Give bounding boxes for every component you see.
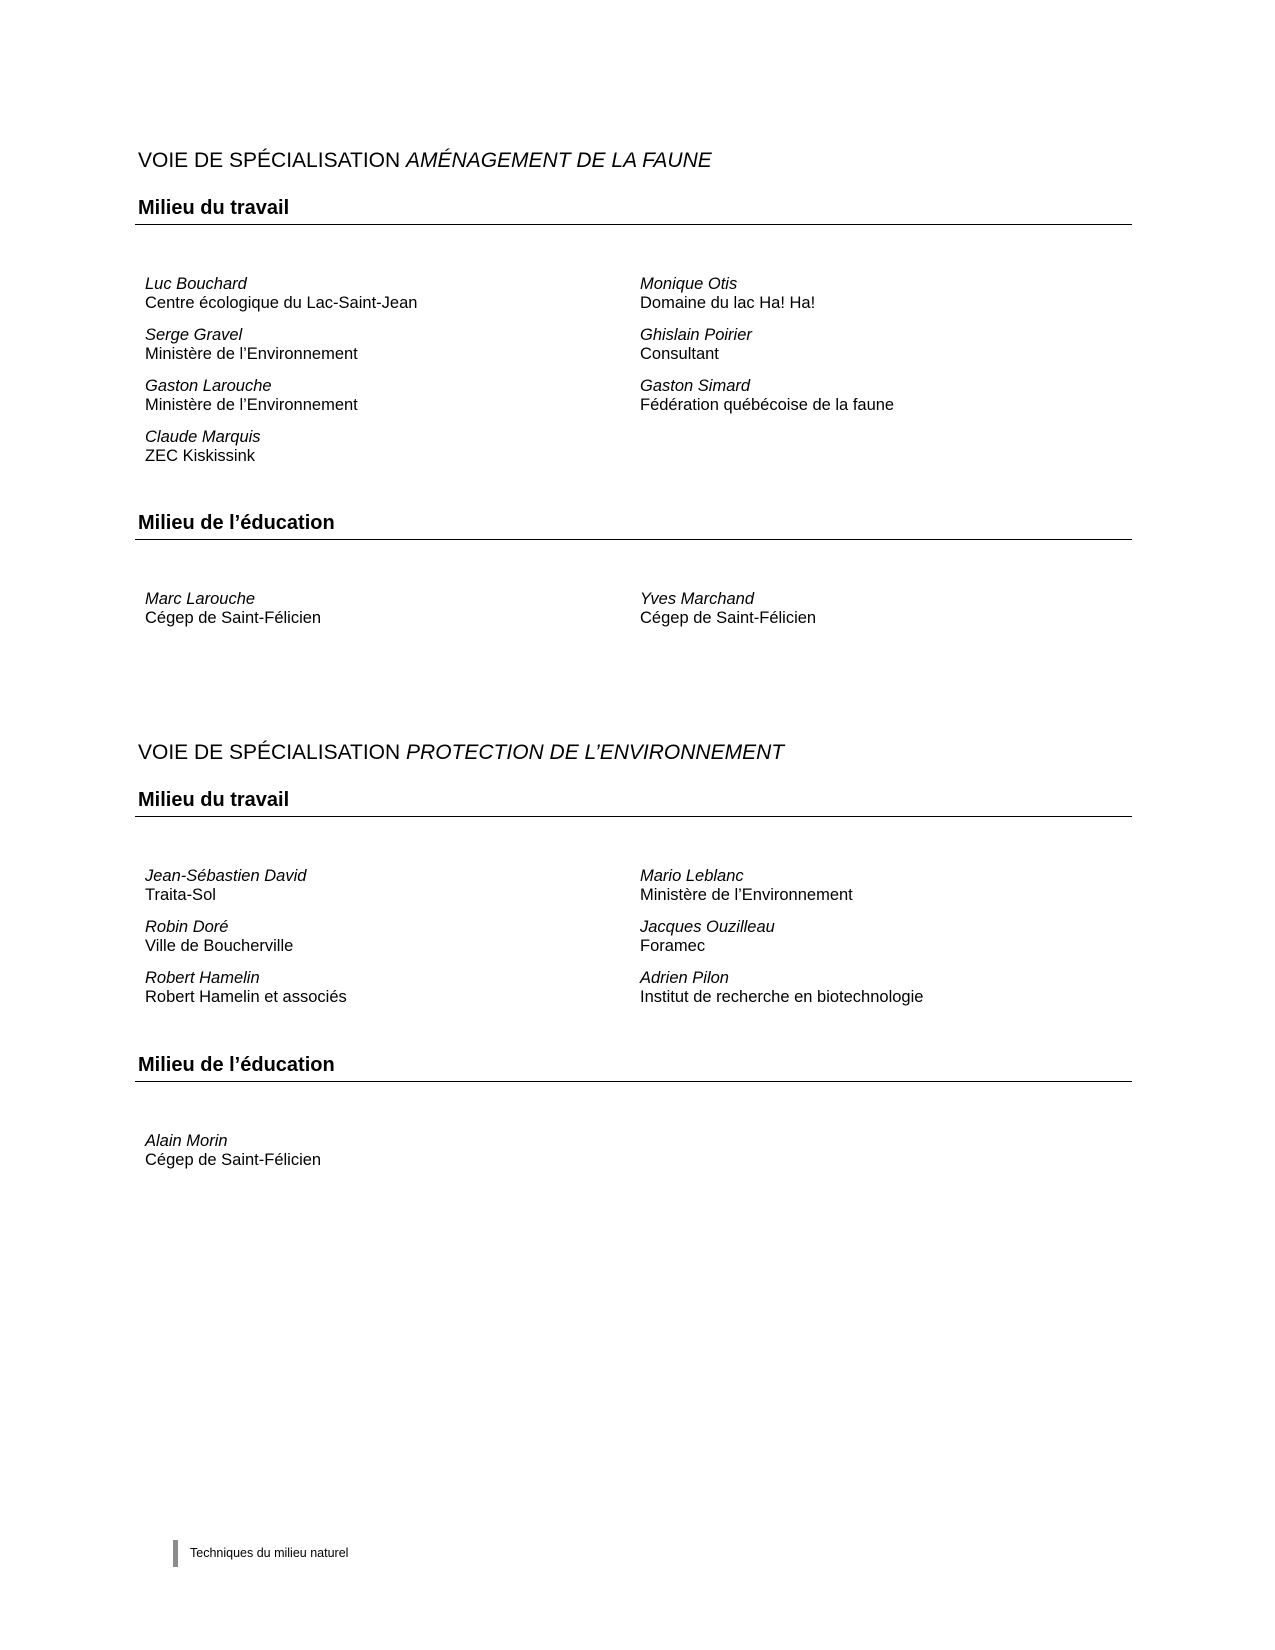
person-name: Yves Marchand (640, 590, 755, 608)
person-organization: Fédération québécoise de la faune (640, 396, 895, 414)
person-organization: Ministère de l’Environnement (145, 396, 358, 414)
person-entry (145, 867, 605, 905)
voie-name: PROTECTION DE L’ENVIRONNEMENT (406, 741, 785, 764)
person-name: Luc Bouchard (145, 275, 247, 293)
person-organization: Traita-Sol (145, 886, 216, 904)
person-entry (145, 1132, 605, 1170)
person-entry (145, 428, 605, 466)
divider (135, 816, 1132, 817)
person-organization: Ministère de l’Environnement (640, 886, 853, 904)
person-entry (640, 326, 1100, 364)
person-name: Alain Morin (145, 1132, 228, 1150)
person-entry (145, 590, 605, 628)
person-entry (640, 867, 1100, 905)
person-organization: ZEC Kiskissink (145, 447, 256, 465)
person-name: Adrien Pilon (640, 969, 729, 987)
person-organization: Cégep de Saint-Félicien (640, 609, 817, 627)
travail-left-column (145, 275, 605, 479)
person-entry (145, 326, 605, 364)
person-entry (640, 969, 1100, 1007)
voie-heading-environnement: VOIE DE SPÉCIALISATION PROTECTION DE L’ENVIRONNEMENT (138, 741, 785, 764)
person-entry (640, 377, 1100, 415)
person-name: Robin Doré (145, 918, 229, 936)
travail-left-column (145, 867, 605, 1020)
person-organization: Foramec (640, 937, 706, 955)
person-name: Gaston Larouche (145, 377, 272, 395)
travail-heading-faune: Milieu du travail (138, 197, 290, 219)
footer-bar (173, 1540, 178, 1567)
divider (135, 1081, 1132, 1082)
person-name: Gaston Simard (640, 377, 751, 395)
education-left-column (145, 1132, 605, 1183)
person-name: Robert Hamelin (145, 969, 260, 987)
person-organization: Ministère de l’Environnement (145, 345, 358, 363)
person-organization: Cégep de Saint-Félicien (145, 609, 322, 627)
voie-name: AMÉNAGEMENT DE LA FAUNE (406, 149, 712, 172)
person-name: Claude Marquis (145, 428, 261, 446)
person-name: Jacques Ouzilleau (640, 918, 775, 936)
travail-right-column (640, 867, 1100, 1020)
person-name: Monique Otis (640, 275, 738, 293)
person-organization: Ville de Boucherville (145, 937, 294, 955)
person-entry (640, 590, 1100, 628)
person-entry (145, 918, 605, 956)
travail-heading-environnement: Milieu du travail (138, 789, 290, 811)
person-entry (145, 275, 605, 313)
person-entry (640, 918, 1100, 956)
person-name: Serge Gravel (145, 326, 243, 344)
education-heading-faune: Milieu de l’éducation (138, 512, 335, 534)
education-left-column (145, 590, 605, 641)
voie-heading-faune: VOIE DE SPÉCIALISATION AMÉNAGEMENT DE LA FAUNE (138, 149, 712, 172)
travail-right-column (640, 275, 1100, 428)
footer-text: Techniques du milieu naturel (190, 1546, 349, 1560)
person-organization: Cégep de Saint-Félicien (145, 1151, 322, 1169)
person-organization: Centre écologique du Lac-Saint-Jean (145, 294, 418, 312)
person-organization: Robert Hamelin et associés (145, 988, 347, 1006)
education-right-column (640, 590, 1100, 641)
divider (135, 224, 1132, 225)
education-heading-environnement: Milieu de l’éducation (138, 1054, 335, 1076)
person-name: Jean-Sébastien David (145, 867, 307, 885)
person-name: Marc Larouche (145, 590, 256, 608)
person-entry (145, 969, 605, 1007)
person-entry (640, 275, 1100, 313)
person-organization: Consultant (640, 345, 719, 363)
person-name: Ghislain Poirier (640, 326, 752, 344)
person-organization: Domaine du lac Ha! Ha! (640, 294, 816, 312)
divider (135, 539, 1132, 540)
person-entry (145, 377, 605, 415)
person-name: Mario Leblanc (640, 867, 744, 885)
person-organization: Institut de recherche en biotechnologie (640, 988, 924, 1006)
